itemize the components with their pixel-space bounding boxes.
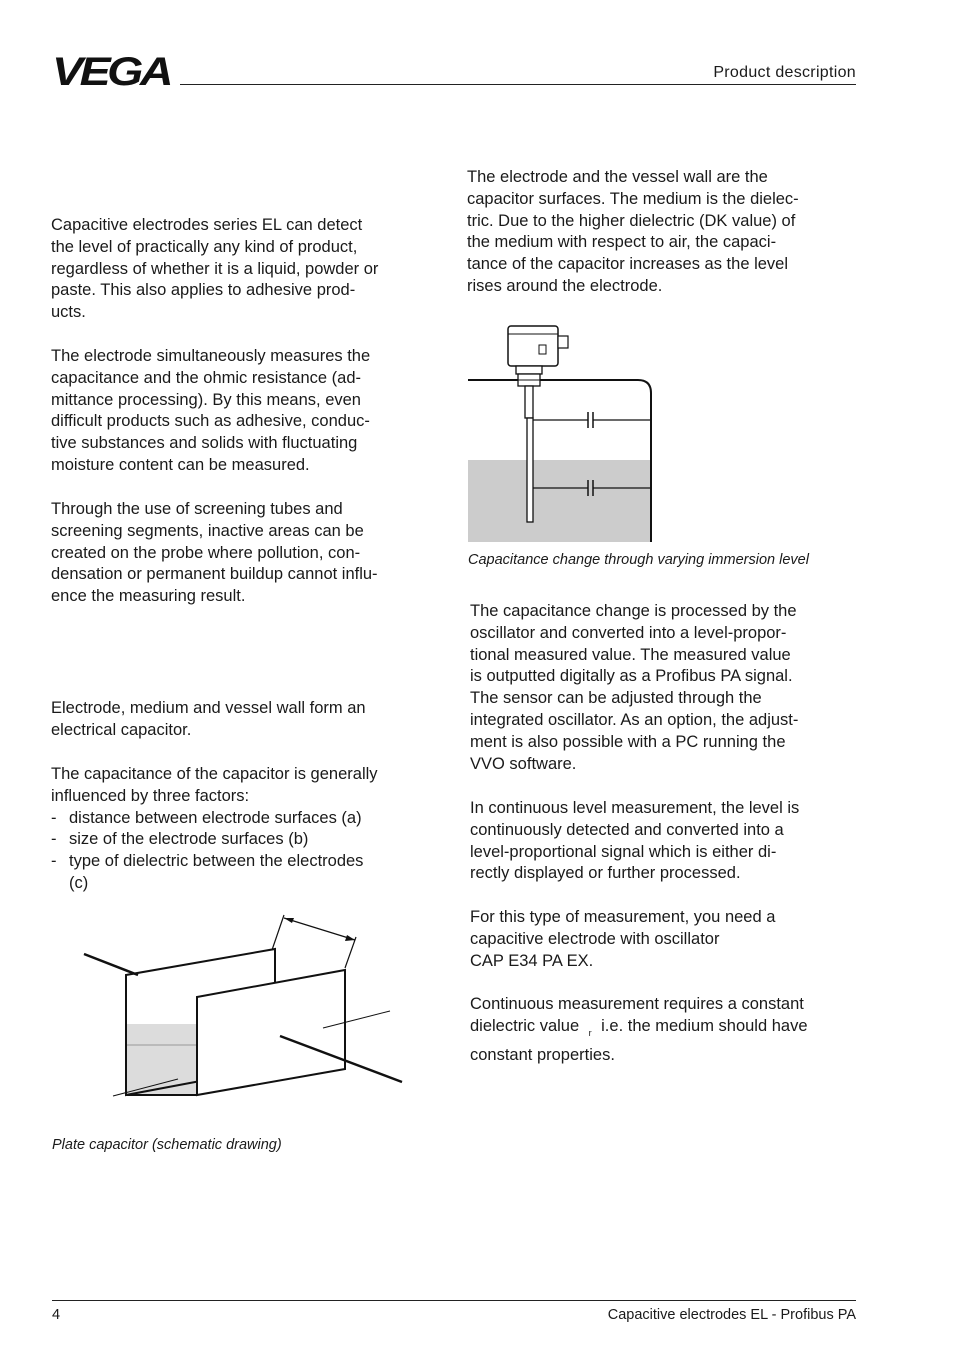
list-item-continuation: (c): [69, 873, 89, 892]
admittance-paragraph: The electrode simultaneously measures the capacitance and the ohmic resistance (ad- mittance processing). By this means, even difficult products such as adhesive, conduc- tive substances and solids with fluctuating moisture content can be measured.: [51, 347, 371, 474]
vessel-caption: Capacitance change through varying immersion level: [468, 552, 809, 568]
intro-paragraph: Capacitive electrodes series EL can detect the level of practically any kind of product, regardless of whether it is a liquid, powder or paste. This also applies to adhesive prod- ucts.: [51, 216, 379, 322]
plate-capacitor-caption: Plate capacitor (schematic drawing): [52, 1137, 282, 1153]
vega-logo: [52, 52, 172, 88]
requirement-paragraph: For this type of measurement, you need a capacitive electrode with oscillator CAP E34 PA EX.: [470, 908, 776, 970]
screening-paragraph: Through the use of screening tubes and screening segments, inactive areas can be created on the probe where pollution, con- densation or permanent buildup cannot influ- ence the measuring result.: [51, 500, 378, 606]
continuous-measurement-paragraph: In continuous level measurement, the level is continuously detected and converted into a level-proportional signal which is either di- rectly displayed or further processed.: [470, 799, 800, 883]
section-title: Product description: [713, 64, 856, 81]
capacitor-paragraph: Electrode, medium and vessel wall form an electrical capacitor.: [51, 699, 366, 739]
list-item: - type of dielectric between the electrodes: [51, 852, 364, 871]
page-number: 4: [52, 1307, 61, 1323]
list-item: - distance between electrode surfaces (a): [51, 808, 362, 827]
footer-rule: [52, 1300, 856, 1301]
dielectric-paragraph: Continuous measurement requires a constant dielectric value r i.e. the medium should have constant properties.: [470, 995, 808, 1064]
factors-paragraph: The capacitance of the capacitor is generally influenced by three factors: - distance between electrode surfaces (a) - size of the electrode surfaces (b) - type of dielectric between the electrodes (c): [51, 764, 378, 895]
vessel-figure: [465, 320, 660, 545]
plate-capacitor-figure: [70, 905, 420, 1105]
logo-text: VEGA: [52, 52, 171, 88]
document-title: Capacitive electrodes EL - Profibus PA: [607, 1307, 856, 1323]
header-rule: [180, 84, 856, 85]
capacitor-surfaces-paragraph: The electrode and the vessel wall are the capacitor surfaces. The medium is the dielec- tric. Due to the higher dielectric (DK value) of the medium with respect to air, the capaci- tance of the capacitor increases as the level rises around the electrode.: [467, 168, 799, 295]
list-item: - size of the electrode surfaces (b): [51, 830, 309, 849]
oscillator-paragraph: The capacitance change is processed by the oscillator and converted into a level-propor- tional measured value. The measured value is outputted digitally as a Profibus PA signal. The sensor can be adjusted through the integrated oscillator. As an option, the adjust- ment is also possible with a PC running the VVO software.: [470, 602, 799, 773]
